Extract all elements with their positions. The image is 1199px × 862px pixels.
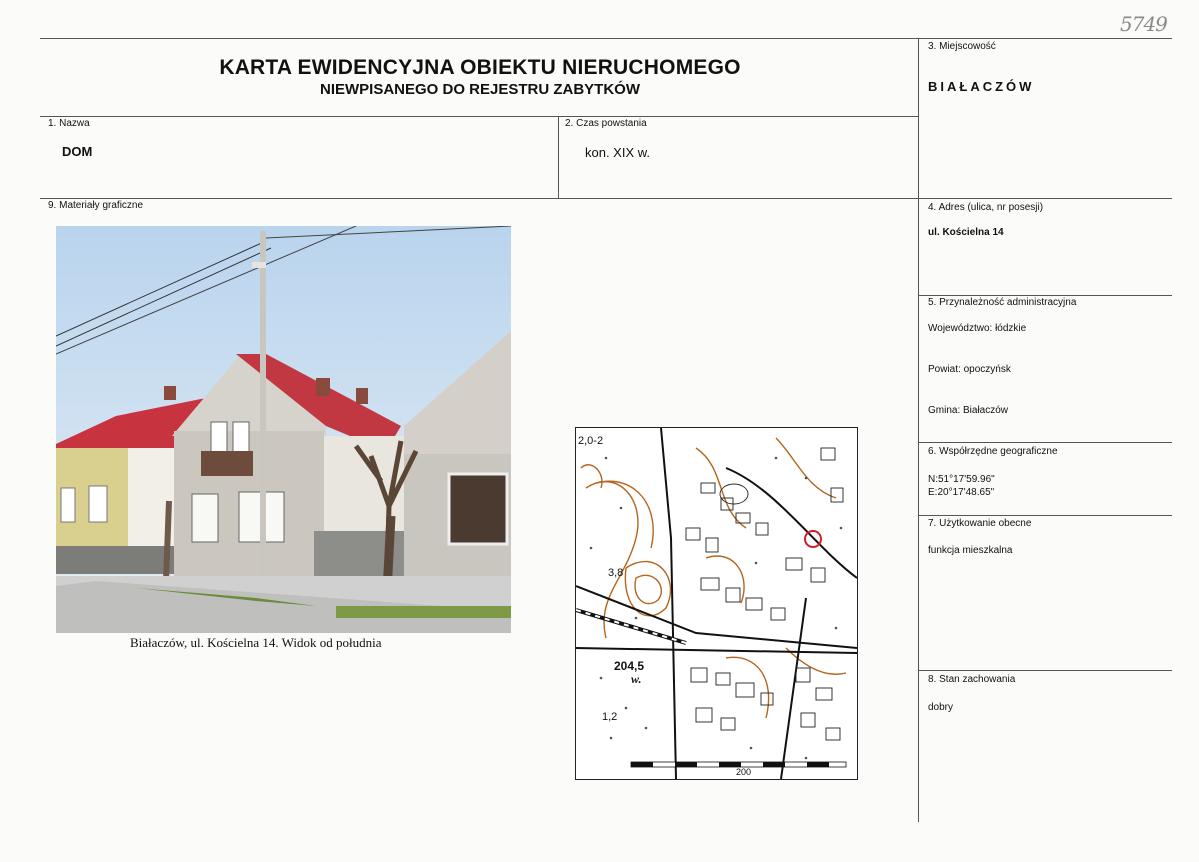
- map-label-elev-1: 3,8: [608, 567, 624, 579]
- map-label-elev-3: 1,2: [602, 711, 618, 723]
- location-map-drawing: [576, 428, 857, 779]
- document-title: KARTA EWIDENCYJNA OBIEKTU NIERUCHOMEGO: [219, 56, 741, 79]
- photo-caption: Białaczów, ul. Kościelna 14. Widok od południa: [130, 635, 382, 650]
- miejscowosc-label: 3. Miejscowość: [928, 41, 996, 52]
- house-photo: [56, 226, 511, 633]
- longitude-value: E:20°17'48.65": [928, 487, 995, 498]
- main-divider-line: [918, 38, 919, 822]
- map-label-letter-w: w.: [631, 672, 642, 686]
- uzytkowanie-label: 7. Użytkowanie obecne: [928, 518, 1032, 529]
- location-map: [575, 427, 858, 780]
- czas-powstania-value: kon. XIX w.: [585, 145, 651, 160]
- wspolrzedne-label: 6. Współrzędne geograficzne: [928, 446, 1058, 457]
- map-scale-label: 200: [736, 767, 752, 777]
- section8-top-line: [918, 670, 1172, 671]
- header-bottom-line: [40, 116, 918, 117]
- wojewodztwo-value: Województwo: łódzkie: [928, 323, 1027, 334]
- miejscowosc-value: BIAŁACZÓW: [928, 79, 1035, 94]
- top-border-line: [40, 38, 1172, 39]
- latitude-value: N:51°17'59.96": [928, 474, 995, 485]
- czas-powstania-label: 2. Czas powstania: [565, 118, 647, 129]
- adres-value: ul. Kościelna 14: [928, 227, 1004, 238]
- section6-top-line: [918, 442, 1172, 443]
- gmina-value: Gmina: Białaczów: [928, 405, 1009, 416]
- adres-label: 4. Adres (ulica, nr posesji): [928, 202, 1044, 213]
- stan-value: dobry: [928, 702, 954, 713]
- name-date-divider-line: [558, 116, 559, 198]
- stan-label: 8. Stan zachowania: [928, 674, 1016, 685]
- name-row-bottom-line: [40, 198, 1172, 199]
- powiat-value: Powiat: opoczyńsk: [928, 364, 1011, 375]
- map-label-elev-2: 204,5: [614, 659, 645, 673]
- archive-number: 5749: [1120, 12, 1167, 36]
- przynaleznosc-label: 5. Przynależność administracyjna: [928, 297, 1077, 308]
- materialy-label: 9. Materiały graficzne: [48, 200, 144, 211]
- nazwa-label: 1. Nazwa: [48, 118, 90, 129]
- map-label-top-left: 2,0-2: [578, 435, 604, 447]
- uzytkowanie-value: funkcja mieszkalna: [928, 545, 1013, 556]
- nazwa-value: DOM: [62, 144, 93, 159]
- section5-top-line: [918, 295, 1172, 296]
- section7-top-line: [918, 515, 1172, 516]
- document-subtitle: NIEWPISANEGO DO REJESTRU ZABYTKÓW: [319, 81, 641, 98]
- house-photo-drawing: [56, 226, 511, 633]
